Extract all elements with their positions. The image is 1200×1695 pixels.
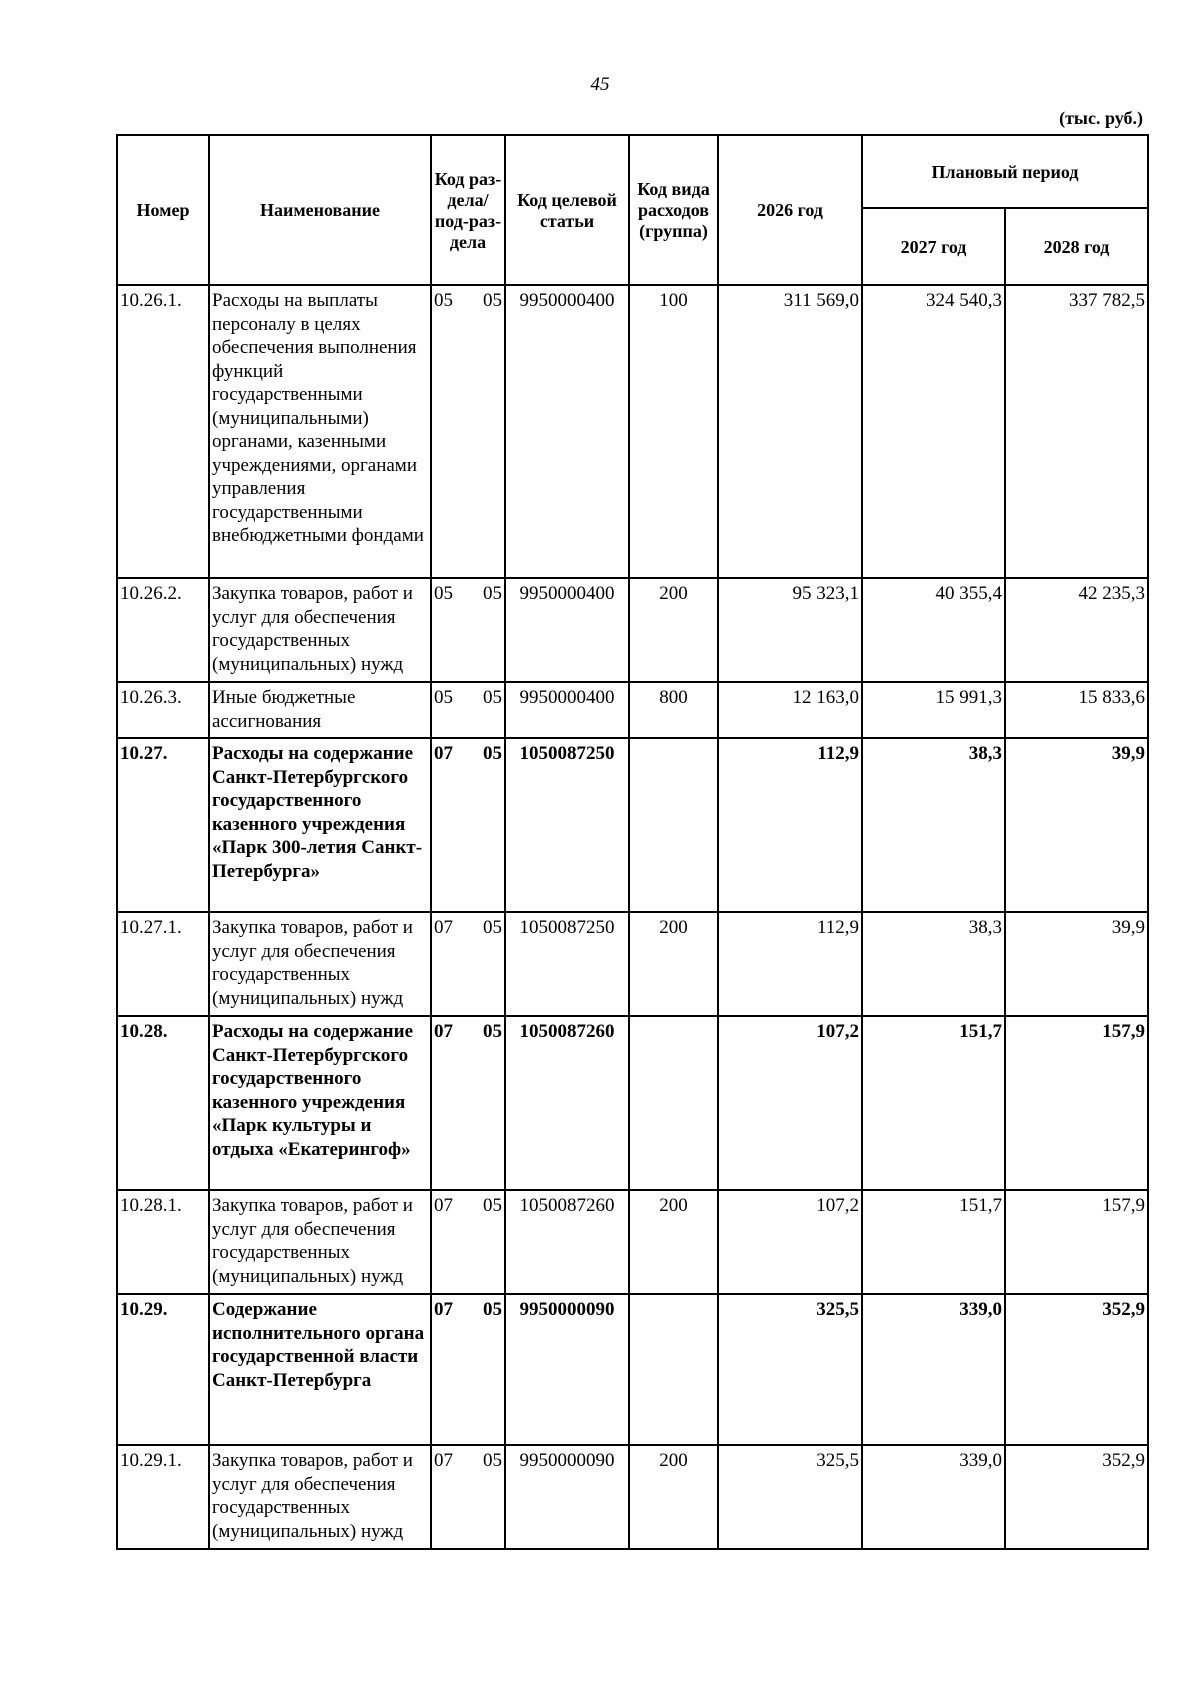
cell-target-code: 1050087250 bbox=[505, 738, 629, 912]
cell-razdel-section: 07 bbox=[434, 743, 453, 764]
cell-name: Закупка товаров, работ и услуг для обеспечения государственных (муниципальных) нужд bbox=[209, 1190, 431, 1294]
cell-2026: 95 323,1 bbox=[718, 578, 862, 682]
cell-razdel-subsection: 05 bbox=[483, 917, 502, 938]
cell-number: 10.29.1. bbox=[117, 1445, 209, 1549]
cell-number: 10.27. bbox=[117, 738, 209, 912]
cell-number: 10.27.1. bbox=[117, 912, 209, 1016]
cell-target-code: 9950000090 bbox=[505, 1294, 629, 1445]
cell-razdel bbox=[431, 1190, 505, 1294]
cell-2026: 112,9 bbox=[718, 912, 862, 1016]
cell-2026: 12 163,0 bbox=[718, 682, 862, 738]
cell-2026: 311 569,0 bbox=[718, 285, 862, 578]
budget-table bbox=[116, 134, 1149, 1550]
cell-razdel bbox=[431, 738, 505, 912]
cell-name: Закупка товаров, работ и услуг для обеспечения государственных (муниципальных) нужд bbox=[209, 912, 431, 1016]
cell-target-code: 1050087260 bbox=[505, 1190, 629, 1294]
cell-2026: 325,5 bbox=[718, 1445, 862, 1549]
cell-expense-type bbox=[629, 738, 718, 912]
cell-razdel-section: 07 bbox=[434, 1195, 453, 1216]
cell-expense-type bbox=[629, 1016, 718, 1190]
cell-name: Расходы на выплаты персоналу в целях обеспечения выполнения функций государственными (муниципальными) органами, казенными учреждениями, органами управления государственными внебюджетными фондами bbox=[209, 285, 431, 578]
cell-2027: 151,7 bbox=[862, 1016, 1005, 1190]
cell-razdel-subsection: 05 bbox=[483, 1021, 502, 1042]
cell-2027: 339,0 bbox=[862, 1445, 1005, 1549]
cell-expense-type: 200 bbox=[629, 1190, 718, 1294]
cell-2028: 352,9 bbox=[1005, 1445, 1148, 1549]
cell-razdel-subsection: 05 bbox=[483, 583, 502, 604]
cell-2026: 107,2 bbox=[718, 1016, 862, 1190]
header-row bbox=[117, 135, 1148, 208]
cell-target-code: 9950000400 bbox=[505, 682, 629, 738]
cell-expense-type: 200 bbox=[629, 912, 718, 1016]
cell-2026: 112,9 bbox=[718, 738, 862, 912]
cell-name: Иные бюджетные ассигнования bbox=[209, 682, 431, 738]
cell-2026: 325,5 bbox=[718, 1294, 862, 1445]
cell-expense-type: 800 bbox=[629, 682, 718, 738]
cell-2027: 40 355,4 bbox=[862, 578, 1005, 682]
cell-name: Закупка товаров, работ и услуг для обеспечения государственных (муниципальных) нужд bbox=[209, 578, 431, 682]
cell-razdel-section: 07 bbox=[434, 1021, 453, 1042]
cell-number: 10.28. bbox=[117, 1016, 209, 1190]
cell-name: Расходы на содержание Санкт-Петербургского государственного казенного учреждения «Парк культуры и отдыха «Екатерингоф» bbox=[209, 1016, 431, 1190]
table-row bbox=[117, 285, 1148, 578]
cell-target-code: 9950000400 bbox=[505, 578, 629, 682]
cell-razdel-subsection: 05 bbox=[483, 1195, 502, 1216]
cell-razdel-section: 07 bbox=[434, 917, 453, 938]
cell-name: Расходы на содержание Санкт-Петербургского государственного казенного учреждения «Парк 300-летия Санкт-Петербурга» bbox=[209, 738, 431, 912]
cell-target-code: 1050087260 bbox=[505, 1016, 629, 1190]
cell-2028: 157,9 bbox=[1005, 1016, 1148, 1190]
cell-razdel-section: 05 bbox=[434, 290, 453, 311]
cell-name: Закупка товаров, работ и услуг для обеспечения государственных (муниципальных) нужд bbox=[209, 1445, 431, 1549]
page-number: 45 bbox=[590, 74, 610, 95]
header-2026: 2026 год bbox=[718, 135, 862, 285]
cell-expense-type: 200 bbox=[629, 578, 718, 682]
cell-2027: 38,3 bbox=[862, 912, 1005, 1016]
cell-2027: 38,3 bbox=[862, 738, 1005, 912]
header-2027: 2027 год bbox=[862, 208, 1005, 285]
table-row bbox=[117, 1445, 1148, 1549]
cell-target-code: 9950000400 bbox=[505, 285, 629, 578]
cell-2028: 39,9 bbox=[1005, 738, 1148, 912]
cell-target-code: 9950000090 bbox=[505, 1445, 629, 1549]
cell-2027: 339,0 bbox=[862, 1294, 1005, 1445]
cell-number: 10.26.2. bbox=[117, 578, 209, 682]
cell-razdel bbox=[431, 285, 505, 578]
header-vid: Код вида расходов (группа) bbox=[629, 135, 718, 285]
cell-2028: 337 782,5 bbox=[1005, 285, 1148, 578]
cell-number: 10.28.1. bbox=[117, 1190, 209, 1294]
cell-number: 10.26.3. bbox=[117, 682, 209, 738]
header-name: Наименование bbox=[209, 135, 431, 285]
cell-razdel-section: 07 bbox=[434, 1450, 453, 1471]
cell-2027: 15 991,3 bbox=[862, 682, 1005, 738]
cell-number: 10.26.1. bbox=[117, 285, 209, 578]
table-row bbox=[117, 1016, 1148, 1190]
cell-2028: 39,9 bbox=[1005, 912, 1148, 1016]
table-row bbox=[117, 738, 1148, 912]
cell-razdel-subsection: 05 bbox=[483, 1450, 502, 1471]
cell-razdel-subsection: 05 bbox=[483, 743, 502, 764]
header-2028: 2028 год bbox=[1005, 208, 1148, 285]
table-row bbox=[117, 682, 1148, 738]
cell-razdel bbox=[431, 1016, 505, 1190]
cell-2028: 157,9 bbox=[1005, 1190, 1148, 1294]
table-row bbox=[117, 912, 1148, 1016]
cell-target-code: 1050087250 bbox=[505, 912, 629, 1016]
cell-razdel bbox=[431, 912, 505, 1016]
cell-2027: 151,7 bbox=[862, 1190, 1005, 1294]
cell-2028: 352,9 bbox=[1005, 1294, 1148, 1445]
cell-expense-type: 100 bbox=[629, 285, 718, 578]
cell-razdel-subsection: 05 bbox=[483, 1299, 502, 1320]
cell-number: 10.29. bbox=[117, 1294, 209, 1445]
cell-razdel-section: 05 bbox=[434, 583, 453, 604]
cell-razdel-subsection: 05 bbox=[483, 290, 502, 311]
table-body bbox=[117, 285, 1148, 1549]
cell-razdel bbox=[431, 1294, 505, 1445]
table-row bbox=[117, 578, 1148, 682]
cell-razdel-section: 07 bbox=[434, 1299, 453, 1320]
cell-expense-type bbox=[629, 1294, 718, 1445]
cell-razdel bbox=[431, 1445, 505, 1549]
cell-2026: 107,2 bbox=[718, 1190, 862, 1294]
header-razdel: Код раз-дела/ под-раз-дела bbox=[431, 135, 505, 285]
header-plan-period: Плановый период bbox=[862, 135, 1148, 208]
cell-2028: 15 833,6 bbox=[1005, 682, 1148, 738]
cell-2027: 324 540,3 bbox=[862, 285, 1005, 578]
units-label: (тыс. руб.) bbox=[1059, 108, 1143, 128]
cell-2028: 42 235,3 bbox=[1005, 578, 1148, 682]
header-number: Номер bbox=[117, 135, 209, 285]
cell-razdel-section: 05 bbox=[434, 687, 453, 708]
table-row bbox=[117, 1190, 1148, 1294]
cell-expense-type: 200 bbox=[629, 1445, 718, 1549]
cell-name: Содержание исполнительного органа государственной власти Санкт-Петербурга bbox=[209, 1294, 431, 1445]
table-row bbox=[117, 1294, 1148, 1445]
cell-razdel-subsection: 05 bbox=[483, 687, 502, 708]
cell-razdel bbox=[431, 578, 505, 682]
cell-razdel bbox=[431, 682, 505, 738]
header-target: Код целевой статьи bbox=[505, 135, 629, 285]
